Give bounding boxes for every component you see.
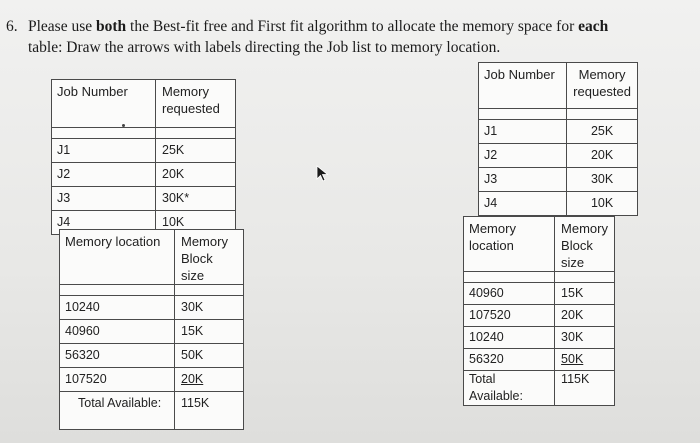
block-size-cell: 50K [175, 344, 244, 368]
header-job-number: Job Number [52, 80, 156, 128]
table-row [464, 349, 615, 371]
table-row [52, 187, 236, 211]
table-row [52, 139, 236, 163]
job-cell: J1 [52, 139, 156, 163]
total-available-value: 115K [555, 371, 615, 406]
header-memory-requested: Memory requested [567, 63, 638, 109]
table-row [60, 296, 244, 320]
question-line-2: table: Draw the arrows with labels directing the Job list to memory location. [28, 39, 501, 56]
question-number: 6. [6, 18, 18, 35]
memory-cell: 20K [156, 163, 236, 187]
block-size-cell: 30K [175, 296, 244, 320]
header-memory-block-size: Memory Block size [555, 217, 615, 272]
job-cell: J2 [52, 163, 156, 187]
block-size-cell: 20K [175, 368, 244, 392]
memory-cell: 25K [156, 139, 236, 163]
memory-cell: 30K* [156, 187, 236, 211]
block-size-cell: 30K [555, 327, 615, 349]
table-row [52, 163, 236, 187]
table-row [479, 120, 638, 144]
right-job-table [478, 62, 638, 216]
location-cell: 56320 [60, 344, 175, 368]
memory-cell: 30K [567, 168, 638, 192]
header-memory-requested: Memory requested [156, 80, 236, 128]
location-cell: 10240 [60, 296, 175, 320]
header-memory-location: Memory location [464, 217, 555, 272]
table-row [60, 368, 244, 392]
location-cell: 40960 [60, 320, 175, 344]
table-row [464, 283, 615, 305]
table-row [60, 344, 244, 368]
job-cell: J2 [479, 144, 567, 168]
table-row [464, 305, 615, 327]
job-cell: J1 [479, 120, 567, 144]
block-size-cell: 15K [175, 320, 244, 344]
table-row [479, 168, 638, 192]
stray-dot [122, 124, 125, 127]
job-cell: J3 [52, 187, 156, 211]
table-row [464, 327, 615, 349]
left-memory-table [59, 229, 244, 430]
block-size-cell: 15K [555, 283, 615, 305]
header-memory-block-size: Memory Block size [175, 230, 244, 285]
location-cell: 107520 [464, 305, 555, 327]
mouse-pointer-icon [316, 165, 330, 183]
total-available-label: Total Available: [60, 392, 175, 430]
table-header-row [52, 80, 236, 128]
memory-cell: 10K [156, 211, 236, 235]
table-header-row [479, 63, 638, 109]
block-size-cell: 20K [555, 305, 615, 327]
memory-cell: 20K [567, 144, 638, 168]
total-row [60, 392, 244, 430]
location-cell: 56320 [464, 349, 555, 371]
location-cell: 10240 [464, 327, 555, 349]
table-header-row [464, 217, 615, 272]
header-job-number: Job Number [479, 63, 567, 109]
memory-cell: 10K [567, 192, 638, 216]
location-cell: 40960 [464, 283, 555, 305]
table-row [479, 144, 638, 168]
total-available-value: 115K [175, 392, 244, 430]
total-row [464, 371, 615, 406]
question-line-1: Please use both the Best-fit free and First fit algorithm to allocate the memory space for each [28, 18, 609, 35]
left-job-table [51, 79, 236, 235]
right-memory-table [463, 216, 615, 406]
table-row [60, 320, 244, 344]
table-header-row [60, 230, 244, 285]
location-cell: 107520 [60, 368, 175, 392]
table-row [479, 192, 638, 216]
header-memory-location: Memory location [60, 230, 175, 285]
total-available-label: Total Available: [464, 371, 555, 406]
job-cell: J4 [52, 211, 156, 235]
job-cell: J3 [479, 168, 567, 192]
memory-cell: 25K [567, 120, 638, 144]
job-cell: J4 [479, 192, 567, 216]
block-size-cell: 50K [555, 349, 615, 371]
